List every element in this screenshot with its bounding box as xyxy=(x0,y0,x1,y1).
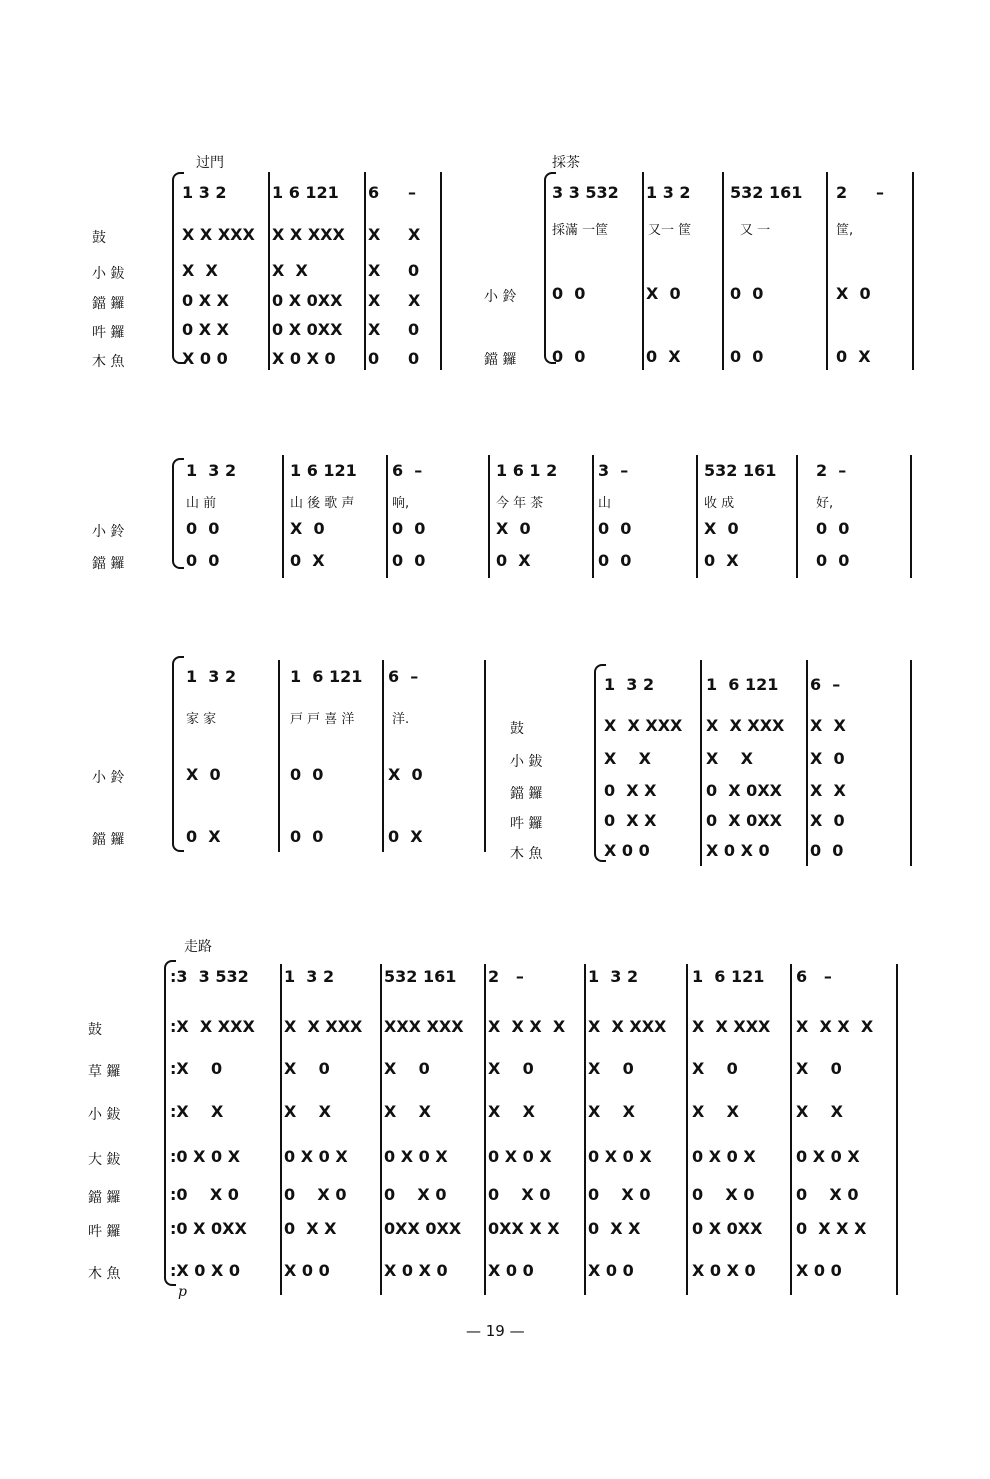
barline xyxy=(686,964,688,1295)
percussion-measure: 0 X 0XX xyxy=(706,811,782,830)
lyric-text: 筐, xyxy=(836,223,854,238)
melody-measure: 1 3 2 xyxy=(182,183,227,202)
percussion-measure: X xyxy=(408,225,421,244)
lyric-text: 又 一 xyxy=(740,223,771,238)
barline xyxy=(806,660,808,866)
percussion-measure: X 0 0 xyxy=(796,1261,842,1280)
instrument-label: 吽 鑼 xyxy=(92,325,125,341)
barline xyxy=(484,964,486,1295)
barline xyxy=(278,660,280,852)
barline xyxy=(722,172,724,370)
melody-measure: 6 – xyxy=(392,461,423,480)
percussion-measure: 0 0 xyxy=(730,284,764,303)
barline xyxy=(910,455,912,578)
percussion-measure: X 0 xyxy=(704,519,739,538)
percussion-measure: X X xyxy=(384,1102,431,1121)
percussion-measure: 0 X X xyxy=(284,1219,337,1238)
section-title: 走路 xyxy=(184,939,212,955)
instrument-label: 木 魚 xyxy=(510,846,543,862)
percussion-measure: X 0 xyxy=(692,1059,738,1078)
percussion-measure: X X XXX xyxy=(706,716,785,735)
melody-measure: 6 xyxy=(368,183,380,202)
instrument-label: 小 鈴 xyxy=(484,289,517,305)
percussion-measure: X 0 xyxy=(290,519,325,538)
percussion-measure: X X XXX xyxy=(272,225,345,244)
melody-measure: 1 3 2 xyxy=(186,461,237,480)
percussion-measure: 0 X xyxy=(646,347,681,366)
lyric-text: 今 年 茶 xyxy=(496,496,544,511)
melody-measure: 6 – xyxy=(810,675,841,694)
percussion-measure: 0 X 0 X xyxy=(692,1147,756,1166)
melody-measure: 1 3 2 xyxy=(604,675,655,694)
dynamic-marking: p xyxy=(178,1284,187,1300)
percussion-measure: X 0 xyxy=(388,765,423,784)
percussion-measure: X X xyxy=(182,261,218,280)
melody-measure: 1 6 121 xyxy=(706,675,779,694)
percussion-measure: X 0 0 xyxy=(588,1261,634,1280)
section-title: 採茶 xyxy=(552,155,580,171)
percussion-measure: 0 X xyxy=(388,827,423,846)
percussion-measure: 0 0 xyxy=(810,841,844,860)
percussion-measure: X X xyxy=(604,749,651,768)
percussion-measure: X xyxy=(368,320,381,339)
percussion-measure: X 0 0 xyxy=(182,349,228,368)
barline xyxy=(282,455,284,578)
instrument-label: 吽 鑼 xyxy=(88,1224,121,1240)
melody-measure: 2 – xyxy=(816,461,847,480)
page-number: — 19 — xyxy=(466,1322,525,1340)
percussion-measure: X 0 X 0 xyxy=(706,841,770,860)
percussion-measure: X 0 xyxy=(810,749,845,768)
melody-measure: 1 6 121 xyxy=(290,667,363,686)
percussion-measure: X 0 X 0 xyxy=(692,1261,756,1280)
melody-measure: 1 6 1 2 xyxy=(496,461,558,480)
percussion-measure: 0 xyxy=(368,349,380,368)
percussion-measure: X X X X xyxy=(488,1017,566,1036)
melody-measure: – xyxy=(408,183,416,202)
percussion-measure: 0 0 xyxy=(186,519,220,538)
percussion-measure: 0 0 xyxy=(598,551,632,570)
percussion-measure: 0 X 0XX xyxy=(706,781,782,800)
barline xyxy=(280,964,282,1295)
barline xyxy=(642,172,644,370)
percussion-measure: 0 X X X xyxy=(796,1219,867,1238)
instrument-label: 小 鈸 xyxy=(92,266,125,282)
instrument-label: 草 鑼 xyxy=(88,1064,121,1080)
percussion-measure: 0 0 xyxy=(290,827,324,846)
percussion-measure: 0 0 xyxy=(290,765,324,784)
percussion-measure: 0 X 0 X xyxy=(384,1147,448,1166)
lyric-text: 山 xyxy=(598,496,612,511)
lyric-text: 洋. xyxy=(392,712,410,727)
percussion-measure: 0 X 0 xyxy=(384,1185,447,1204)
percussion-measure: X X XXX xyxy=(182,225,255,244)
instrument-label: 小 鈸 xyxy=(510,754,543,770)
percussion-measure: X X xyxy=(810,781,846,800)
lyric-text: 收 成 xyxy=(704,496,735,511)
percussion-measure: X 0 xyxy=(186,765,221,784)
percussion-measure: 0 0 xyxy=(552,347,586,366)
percussion-measure: 0 X 0 xyxy=(588,1185,651,1204)
barline xyxy=(484,660,486,852)
melody-measure: 3 – xyxy=(598,461,629,480)
instrument-label: 吽 鑼 xyxy=(510,816,543,832)
barline xyxy=(440,172,442,370)
barline xyxy=(380,964,382,1295)
melody-measure: 1 3 2 xyxy=(186,667,237,686)
percussion-measure: 0 X 0 X xyxy=(488,1147,552,1166)
percussion-measure: 0 X 0 xyxy=(284,1185,347,1204)
barline xyxy=(382,660,384,852)
barline xyxy=(386,455,388,578)
percussion-measure: X xyxy=(368,291,381,310)
percussion-measure: X 0 X 0 xyxy=(384,1261,448,1280)
percussion-measure: X X xyxy=(488,1102,535,1121)
percussion-measure: X 0 xyxy=(796,1059,842,1078)
percussion-measure: 0 X 0 X xyxy=(588,1147,652,1166)
percussion-measure: X 0 xyxy=(488,1059,534,1078)
percussion-measure: X 0 0 xyxy=(604,841,650,860)
percussion-measure: X X XXX xyxy=(692,1017,771,1036)
melody-measure: 6 – xyxy=(796,967,832,986)
percussion-measure: 0XX X X xyxy=(488,1219,560,1238)
percussion-measure: 0 0 xyxy=(816,551,850,570)
percussion-measure: 0 X 0 X xyxy=(284,1147,348,1166)
percussion-measure: 0 0 xyxy=(552,284,586,303)
melody-measure: 532 161 xyxy=(704,461,777,480)
percussion-measure: 0XX 0XX xyxy=(384,1219,462,1238)
melody-measure: 6 – xyxy=(388,667,419,686)
barline xyxy=(592,455,594,578)
instrument-label: 小 鈸 xyxy=(88,1107,121,1123)
lyric-text: 山 後 歌 声 xyxy=(290,496,355,511)
percussion-measure: 0 X 0 xyxy=(488,1185,551,1204)
lyric-text: 好, xyxy=(816,496,834,511)
barline xyxy=(826,172,828,370)
lyric-text: 山 前 xyxy=(186,496,217,511)
melody-measure: 1 3 2 xyxy=(284,967,335,986)
percussion-measure: 0 X xyxy=(836,347,871,366)
system-brace xyxy=(172,458,184,569)
percussion-measure: 0 X X xyxy=(604,811,657,830)
barline xyxy=(910,660,912,866)
instrument-label: 鐺 鑼 xyxy=(92,556,125,572)
percussion-measure: X X xyxy=(796,1102,843,1121)
barline xyxy=(896,964,898,1295)
percussion-measure: X 0 X 0 xyxy=(272,349,336,368)
percussion-measure: :X 0 X 0 xyxy=(170,1261,241,1280)
percussion-measure: X X xyxy=(272,261,308,280)
percussion-measure: X X XXX xyxy=(284,1017,363,1036)
percussion-measure: 0 X X xyxy=(588,1219,641,1238)
barline xyxy=(790,964,792,1295)
percussion-measure: X 0 xyxy=(836,284,871,303)
percussion-measure: 0 xyxy=(408,261,420,280)
barline xyxy=(488,455,490,578)
instrument-label: 鐺 鑼 xyxy=(510,786,543,802)
instrument-label: 大 鈸 xyxy=(88,1152,121,1168)
instrument-label: 鼓 xyxy=(510,721,524,737)
melody-measure: 1 6 121 xyxy=(290,461,357,480)
percussion-measure: :0 X 0XX xyxy=(170,1219,247,1238)
percussion-measure: X X xyxy=(692,1102,739,1121)
melody-measure: 3 3 532 xyxy=(552,183,619,202)
percussion-measure: 0 0 xyxy=(392,519,426,538)
percussion-measure: X 0 xyxy=(384,1059,430,1078)
instrument-label: 木 魚 xyxy=(92,354,125,370)
percussion-measure: 0 X xyxy=(186,827,221,846)
percussion-measure: X X XXX xyxy=(604,716,683,735)
instrument-label: 小 鈴 xyxy=(92,770,125,786)
percussion-measure: X X XXX xyxy=(588,1017,667,1036)
percussion-measure: XXX XXX xyxy=(384,1017,464,1036)
barline xyxy=(364,172,366,370)
lyric-text: 戸 戸 喜 洋 xyxy=(290,712,355,727)
percussion-measure: 0 0 xyxy=(730,347,764,366)
percussion-measure: 0 0 xyxy=(598,519,632,538)
percussion-measure: 0 0 xyxy=(816,519,850,538)
melody-measure: 2 – xyxy=(488,967,524,986)
percussion-measure: X xyxy=(368,225,381,244)
percussion-measure: 0 X xyxy=(496,551,531,570)
percussion-measure: 0 X X xyxy=(604,781,657,800)
lyric-text: 家 家 xyxy=(186,712,217,727)
section-title: 过門 xyxy=(196,155,224,171)
melody-measure: 532 161 xyxy=(730,183,803,202)
percussion-measure: 0 X 0 xyxy=(796,1185,859,1204)
percussion-measure: :X X xyxy=(170,1102,224,1121)
instrument-label: 鼓 xyxy=(88,1022,102,1038)
percussion-measure: 0 xyxy=(408,320,420,339)
instrument-label: 鐺 鑼 xyxy=(88,1190,121,1206)
instrument-label: 鐺 鑼 xyxy=(484,352,517,368)
percussion-measure: X 0 xyxy=(496,519,531,538)
barline xyxy=(912,172,914,370)
percussion-measure: 0 X 0XX xyxy=(272,291,343,310)
percussion-measure: X xyxy=(408,291,421,310)
percussion-measure: 0 X xyxy=(290,551,325,570)
percussion-measure: X X xyxy=(706,749,753,768)
percussion-measure: 0 X 0XX xyxy=(692,1219,763,1238)
barline xyxy=(796,455,798,578)
lyric-text: 又一 筐 xyxy=(648,223,692,238)
melody-measure: 532 161 xyxy=(384,967,457,986)
percussion-measure: 0 X X xyxy=(182,320,229,339)
barline xyxy=(696,455,698,578)
percussion-measure: :0 X 0 X xyxy=(170,1147,241,1166)
system-brace xyxy=(172,656,184,852)
lyric-text: 响, xyxy=(392,496,410,511)
percussion-measure: X X xyxy=(810,716,846,735)
melody-measure: 1 6 121 xyxy=(272,183,339,202)
percussion-measure: :X 0 xyxy=(170,1059,223,1078)
percussion-measure: X 0 xyxy=(284,1059,330,1078)
instrument-label: 小 鈴 xyxy=(92,524,125,540)
percussion-measure: X X X X xyxy=(796,1017,874,1036)
instrument-label: 鐺 鑼 xyxy=(92,296,125,312)
barline xyxy=(268,172,270,370)
barline xyxy=(700,660,702,866)
percussion-measure: X 0 xyxy=(646,284,681,303)
percussion-measure: X 0 xyxy=(810,811,845,830)
melody-measure: 1 3 2 xyxy=(588,967,639,986)
instrument-label: 鼓 xyxy=(92,230,106,246)
percussion-measure: X X xyxy=(588,1102,635,1121)
percussion-measure: X X xyxy=(284,1102,331,1121)
percussion-measure: :0 X 0 xyxy=(170,1185,239,1204)
melody-measure: – xyxy=(876,183,884,202)
melody-measure: :3 3 532 xyxy=(170,967,249,986)
percussion-measure: 0 xyxy=(408,349,420,368)
barline xyxy=(584,964,586,1295)
percussion-measure: 0 X 0 X xyxy=(796,1147,860,1166)
melody-measure: 1 3 2 xyxy=(646,183,691,202)
melody-measure: 2 xyxy=(836,183,848,202)
percussion-measure: X 0 xyxy=(588,1059,634,1078)
melody-measure: 1 6 121 xyxy=(692,967,765,986)
percussion-measure: 0 X 0 xyxy=(692,1185,755,1204)
instrument-label: 木 魚 xyxy=(88,1266,121,1282)
percussion-measure: X xyxy=(368,261,381,280)
percussion-measure: 0 0 xyxy=(392,551,426,570)
percussion-measure: X 0 0 xyxy=(284,1261,330,1280)
percussion-measure: 0 X 0XX xyxy=(272,320,343,339)
instrument-label: 鐺 鑼 xyxy=(92,832,125,848)
percussion-measure: 0 X xyxy=(704,551,739,570)
percussion-measure: 0 0 xyxy=(186,551,220,570)
percussion-measure: X 0 0 xyxy=(488,1261,534,1280)
percussion-measure: 0 X X xyxy=(182,291,229,310)
percussion-measure: :X X XXX xyxy=(170,1017,255,1036)
lyric-text: 採滿 一筐 xyxy=(552,223,609,238)
